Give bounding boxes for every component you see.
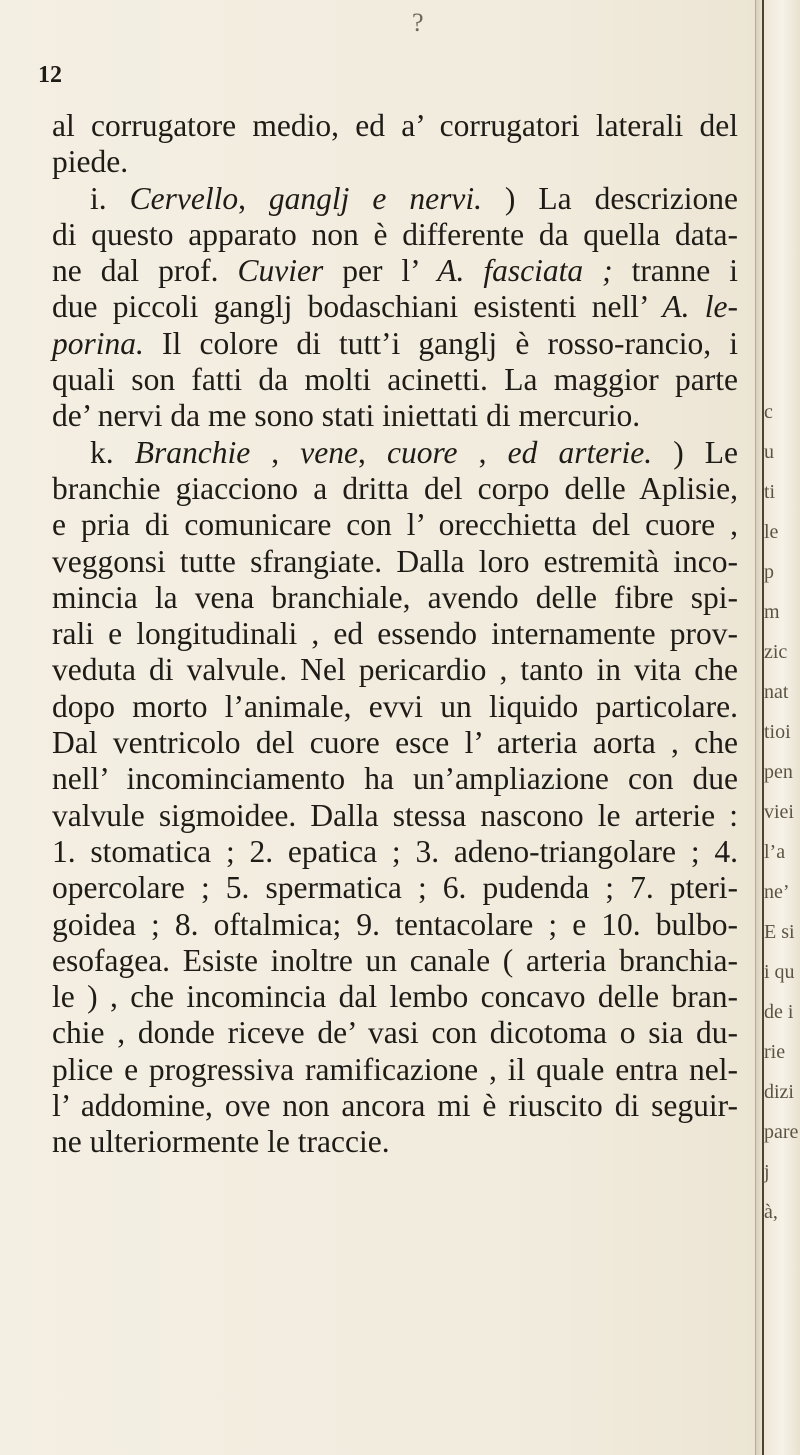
text-run: plice e progressiva ramificazione , il quale entra nel- <box>52 1051 738 1087</box>
text-run: nell’ incominciamento ha un’ampliazione con due <box>52 761 738 797</box>
text-line <box>52 108 738 144</box>
text-line <box>52 181 738 217</box>
text-run: valvule sigmoidee. Dalla stessa nascono le arterie : <box>52 797 738 833</box>
text-line <box>52 834 738 870</box>
bleed-fragment: m <box>764 601 780 623</box>
bleed-fragment: le <box>764 521 779 543</box>
italic-text: Cuvier <box>237 253 324 289</box>
italic-text: ed arterie. <box>507 434 653 470</box>
italic-text: A. le- <box>662 289 738 325</box>
text-run: esofagea. Esiste inoltre un canale ( arteria branchia- <box>52 942 738 978</box>
text-run: k. <box>90 434 135 470</box>
text-run: due piccoli ganglj bodaschiani esistenti nell’ <box>52 289 663 325</box>
text-run: l’ addomine, ove non ancora mi è riuscito di seguir- <box>52 1088 738 1124</box>
text-run: veggonsi tutte sfrangiate. Dalla loro estremità inco- <box>52 543 738 579</box>
bleed-fragment: viei <box>764 801 794 823</box>
text-run: de’ nervi da me sono stati iniettati di mercurio. <box>52 398 641 434</box>
text-run: 1. stomatica ; 2. epatica ; 3. adeno-triangolare ; 4. <box>52 833 738 869</box>
text-run: quali son fatti da molti acinetti. La maggior parte <box>52 362 738 398</box>
text-line <box>52 289 738 325</box>
page-number: 12 <box>38 62 62 88</box>
text-line <box>52 144 738 180</box>
bleed-fragment: de i <box>764 1001 794 1023</box>
italic-text: porina. <box>52 325 144 361</box>
text-run: le ) , che incomincia dal lembo concavo delle bran- <box>52 979 738 1015</box>
bleed-fragment: dizi <box>764 1081 794 1103</box>
bleed-fragment: rie <box>764 1041 786 1063</box>
text-line <box>52 326 738 362</box>
text-run: dopo morto l’animale, evvi un liquido particolare. <box>52 688 738 724</box>
text-run: di questo apparato non è differente da quella data- <box>52 216 738 252</box>
text-run: , <box>238 180 269 216</box>
text-line <box>52 907 738 943</box>
text-run: i. <box>90 180 130 216</box>
bleed-fragment: pare <box>764 1121 799 1143</box>
text-run: opercolare ; 5. spermatica ; 6. pudenda ; 7. pteri- <box>52 870 738 906</box>
text-line <box>52 580 738 616</box>
text-line <box>52 253 738 289</box>
text-line <box>52 943 738 979</box>
text-run: Dal ventricolo del cuore esce l’ arteria aorta , che <box>52 725 738 761</box>
italic-text: ganglj e nervi. <box>268 180 482 216</box>
bleed-fragment: p <box>764 561 774 583</box>
italic-text: Branchie <box>134 434 251 470</box>
italic-text: Cervello <box>129 180 239 216</box>
text-line <box>52 435 738 471</box>
text-line <box>52 616 738 652</box>
text-line <box>52 798 738 834</box>
bleed-fragment: l’a <box>764 841 786 863</box>
text-line <box>52 507 738 543</box>
bleed-fragment: à, <box>764 1201 778 1223</box>
bleed-fragment: ti <box>764 481 776 503</box>
text-run: goidea ; 8. oftalmica; 9. tentacolare ; e 10. bulbo- <box>52 906 738 942</box>
top-mark: ? <box>412 8 424 37</box>
text-run: branchie giacciono a dritta del corpo delle Aplisie, <box>52 470 738 506</box>
text-run: chie , donde riceve de’ vasi con dicotoma o sia du- <box>52 1015 738 1051</box>
bleed-fragment: tioi <box>764 721 791 743</box>
text-line <box>52 1052 738 1088</box>
text-line <box>52 979 738 1015</box>
text-run: ne dal prof. <box>52 253 238 289</box>
bleed-fragment: zic <box>764 641 788 663</box>
text-run: per l’ <box>323 253 438 289</box>
text-line <box>52 1124 738 1160</box>
text-run: e pria di comunicare con l’ orecchietta del cuore , <box>52 507 738 543</box>
bleed-fragment: pen <box>764 761 793 783</box>
text-line <box>52 217 738 253</box>
text-line <box>52 870 738 906</box>
text-run: tranne i <box>612 253 738 289</box>
text-run: mincia la vena branchiale, avendo delle fibre spi- <box>52 579 738 615</box>
bleed-fragment: i qu <box>764 961 795 983</box>
text-run: rali e longitudinali , ed essendo internamente prov- <box>52 616 738 652</box>
text-run: , <box>358 434 387 470</box>
bleed-fragment: u <box>764 441 774 463</box>
text-run: Il colore di tutt’i ganglj è rosso-rancio, i <box>143 325 738 361</box>
text-line <box>52 471 738 507</box>
italic-text: cuore <box>386 434 458 470</box>
text-line <box>52 398 738 434</box>
text-run: piede. <box>52 144 129 180</box>
text-line <box>52 689 738 725</box>
bleed-fragment: ne’ <box>764 881 790 903</box>
text-run: , <box>250 434 301 470</box>
bleed-fragment: nat <box>764 681 789 703</box>
text-line <box>52 362 738 398</box>
text-line <box>52 652 738 688</box>
text-run: veduta di valvule. Nel pericardio , tanto in vita che <box>52 652 738 688</box>
bleed-fragment: j <box>764 1161 770 1183</box>
text-run: , <box>457 434 508 470</box>
text-run: ) Le <box>652 434 739 470</box>
text-line <box>52 1015 738 1051</box>
text-run: ) La descrizione <box>481 180 738 216</box>
text-run: al corrugatore medio, ed a’ corrugatori laterali del <box>52 108 738 143</box>
italic-text: A. fasciata ; <box>437 253 613 289</box>
bleed-fragment: c <box>764 401 773 423</box>
text-line <box>52 1088 738 1124</box>
text-line <box>52 725 738 761</box>
text-line <box>52 761 738 797</box>
text-line <box>52 544 738 580</box>
body-text <box>52 108 738 1161</box>
text-run: ne ulteriormente le traccie. <box>52 1124 390 1160</box>
bleed-fragment: E si <box>764 921 795 943</box>
italic-text: vene <box>300 434 358 470</box>
